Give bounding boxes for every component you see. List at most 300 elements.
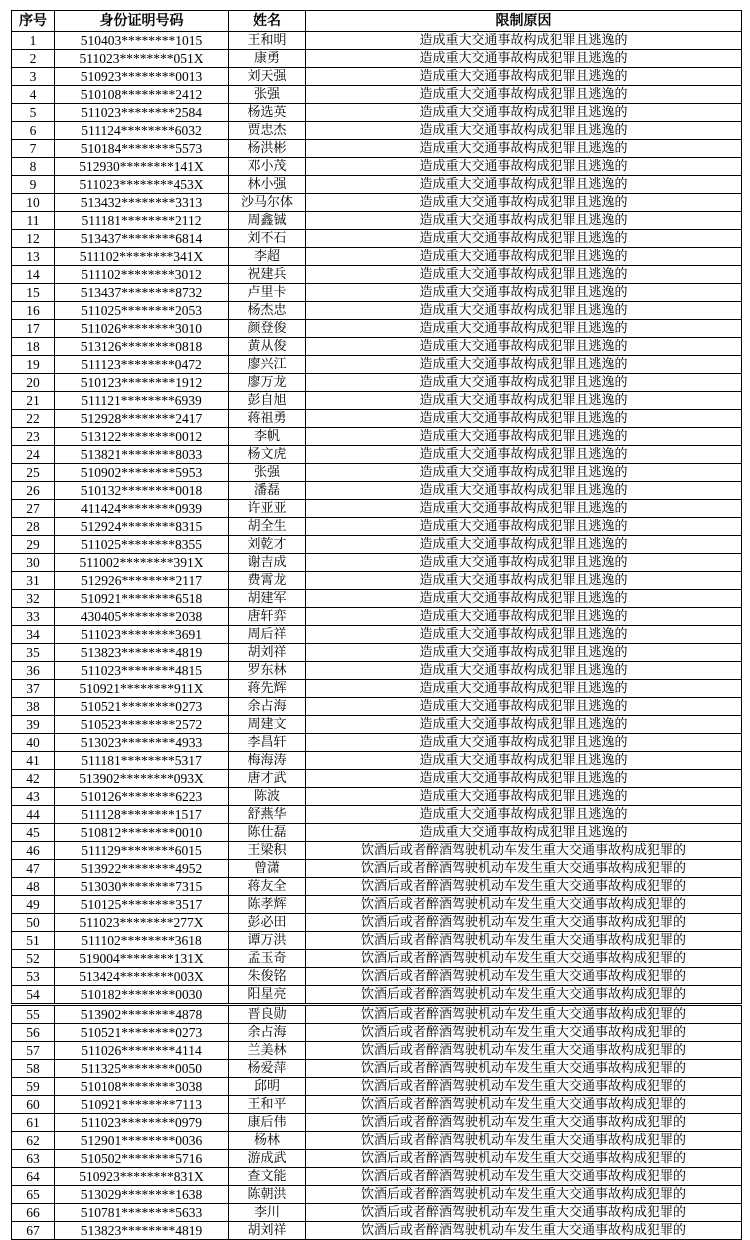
cell-no: 29 (12, 536, 55, 554)
cell-reason: 造成重大交通事故构成犯罪且逃逸的 (306, 50, 742, 68)
table-row (12, 662, 742, 680)
cell-reason: 造成重大交通事故构成犯罪且逃逸的 (306, 464, 742, 482)
cell-id: 511181********2112 (55, 212, 229, 230)
cell-id: 510502********5716 (55, 1150, 229, 1168)
table-row (12, 86, 742, 104)
cell-name: 谭万洪 (229, 932, 306, 950)
cell-id: 510108********2412 (55, 86, 229, 104)
cell-id: 512926********2117 (55, 572, 229, 590)
table-row (12, 1024, 742, 1042)
cell-no: 1 (12, 32, 55, 50)
cell-name: 颜登俊 (229, 320, 306, 338)
cell-no: 43 (12, 788, 55, 806)
table-row (12, 536, 742, 554)
cell-name: 曾潇 (229, 860, 306, 878)
table-row (12, 554, 742, 572)
cell-no: 10 (12, 194, 55, 212)
table-row (12, 824, 742, 842)
cell-name: 周后祥 (229, 626, 306, 644)
table-row (12, 806, 742, 824)
header-name: 姓名 (229, 11, 306, 32)
cell-name: 李帆 (229, 428, 306, 446)
cell-no: 13 (12, 248, 55, 266)
cell-name: 周鑫铖 (229, 212, 306, 230)
cell-id: 430405********2038 (55, 608, 229, 626)
cell-no: 49 (12, 896, 55, 914)
cell-name: 朱俊铭 (229, 968, 306, 986)
cell-id: 510812********0010 (55, 824, 229, 842)
table-row (12, 1114, 742, 1132)
cell-reason: 造成重大交通事故构成犯罪且逃逸的 (306, 572, 742, 590)
cell-reason: 造成重大交通事故构成犯罪且逃逸的 (306, 284, 742, 302)
cell-no: 3 (12, 68, 55, 86)
cell-no: 2 (12, 50, 55, 68)
cell-reason: 造成重大交通事故构成犯罪且逃逸的 (306, 428, 742, 446)
cell-name: 兰美林 (229, 1042, 306, 1060)
cell-reason: 造成重大交通事故构成犯罪且逃逸的 (306, 482, 742, 500)
table-row (12, 1168, 742, 1186)
cell-id: 511123********0472 (55, 356, 229, 374)
table-row (12, 950, 742, 968)
cell-id: 510923********831X (55, 1168, 229, 1186)
cell-reason: 饮酒后或者醉酒驾驶机动车发生重大交通事故构成犯罪的 (306, 1168, 742, 1186)
cell-id: 511325********0050 (55, 1060, 229, 1078)
table-body (12, 32, 742, 1004)
cell-name: 余占海 (229, 1024, 306, 1042)
table-row (12, 446, 742, 464)
cell-name: 罗东林 (229, 662, 306, 680)
cell-reason: 造成重大交通事故构成犯罪且逃逸的 (306, 266, 742, 284)
cell-reason: 造成重大交通事故构成犯罪且逃逸的 (306, 518, 742, 536)
cell-no: 28 (12, 518, 55, 536)
cell-name: 刘天强 (229, 68, 306, 86)
header-no: 序号 (12, 11, 55, 32)
cell-no: 15 (12, 284, 55, 302)
cell-name: 胡刘祥 (229, 1222, 306, 1240)
table-row (12, 68, 742, 86)
cell-reason: 饮酒后或者醉酒驾驶机动车发生重大交通事故构成犯罪的 (306, 896, 742, 914)
cell-id: 513030********7315 (55, 878, 229, 896)
cell-reason: 饮酒后或者醉酒驾驶机动车发生重大交通事故构成犯罪的 (306, 1060, 742, 1078)
cell-name: 胡刘祥 (229, 644, 306, 662)
cell-id: 510182********0030 (55, 986, 229, 1004)
cell-id: 511023********3691 (55, 626, 229, 644)
cell-reason: 造成重大交通事故构成犯罪且逃逸的 (306, 770, 742, 788)
cell-no: 23 (12, 428, 55, 446)
table-row (12, 752, 742, 770)
cell-reason: 造成重大交通事故构成犯罪且逃逸的 (306, 194, 742, 212)
cell-id: 511102********3012 (55, 266, 229, 284)
cell-reason: 造成重大交通事故构成犯罪且逃逸的 (306, 608, 742, 626)
cell-id: 513821********8033 (55, 446, 229, 464)
cell-no: 36 (12, 662, 55, 680)
cell-id: 512928********2417 (55, 410, 229, 428)
table-row (12, 122, 742, 140)
table-row (12, 248, 742, 266)
cell-reason: 造成重大交通事故构成犯罪且逃逸的 (306, 554, 742, 572)
cell-id: 512930********141X (55, 158, 229, 176)
header-reason: 限制原因 (306, 11, 742, 32)
cell-id: 513424********003X (55, 968, 229, 986)
cell-id: 510523********2572 (55, 716, 229, 734)
cell-name: 唐轩弈 (229, 608, 306, 626)
cell-no: 42 (12, 770, 55, 788)
cell-no: 46 (12, 842, 55, 860)
cell-id: 510921********6518 (55, 590, 229, 608)
cell-name: 许亚亚 (229, 500, 306, 518)
cell-id: 511023********277X (55, 914, 229, 932)
table-row (12, 1042, 742, 1060)
cell-name: 胡全生 (229, 518, 306, 536)
table-row (12, 266, 742, 284)
table-row (12, 320, 742, 338)
cell-reason: 饮酒后或者醉酒驾驶机动车发生重大交通事故构成犯罪的 (306, 1150, 742, 1168)
cell-no: 9 (12, 176, 55, 194)
cell-reason: 造成重大交通事故构成犯罪且逃逸的 (306, 86, 742, 104)
cell-no: 53 (12, 968, 55, 986)
cell-id: 510126********6223 (55, 788, 229, 806)
cell-no: 39 (12, 716, 55, 734)
cell-reason: 造成重大交通事故构成犯罪且逃逸的 (306, 716, 742, 734)
cell-id: 513823********4819 (55, 1222, 229, 1240)
cell-no: 33 (12, 608, 55, 626)
cell-reason: 造成重大交通事故构成犯罪且逃逸的 (306, 734, 742, 752)
cell-id: 511124********6032 (55, 122, 229, 140)
cell-reason: 造成重大交通事故构成犯罪且逃逸的 (306, 356, 742, 374)
cell-name: 周建文 (229, 716, 306, 734)
cell-name: 杨林 (229, 1132, 306, 1150)
cell-id: 511102********341X (55, 248, 229, 266)
cell-id: 510108********3038 (55, 1078, 229, 1096)
cell-no: 60 (12, 1096, 55, 1114)
cell-no: 5 (12, 104, 55, 122)
table-row (12, 212, 742, 230)
cell-no: 24 (12, 446, 55, 464)
cell-name: 费霄龙 (229, 572, 306, 590)
cell-name: 梅海涛 (229, 752, 306, 770)
cell-no: 14 (12, 266, 55, 284)
cell-reason: 饮酒后或者醉酒驾驶机动车发生重大交通事故构成犯罪的 (306, 842, 742, 860)
cell-no: 31 (12, 572, 55, 590)
cell-reason: 造成重大交通事故构成犯罪且逃逸的 (306, 140, 742, 158)
cell-no: 66 (12, 1204, 55, 1222)
cell-no: 6 (12, 122, 55, 140)
table-row (12, 572, 742, 590)
cell-name: 王梁积 (229, 842, 306, 860)
cell-id: 510923********0013 (55, 68, 229, 86)
cell-reason: 造成重大交通事故构成犯罪且逃逸的 (306, 392, 742, 410)
cell-no: 41 (12, 752, 55, 770)
table-row (12, 626, 742, 644)
cell-reason: 饮酒后或者醉酒驾驶机动车发生重大交通事故构成犯罪的 (306, 1132, 742, 1150)
cell-reason: 造成重大交通事故构成犯罪且逃逸的 (306, 698, 742, 716)
table-row (12, 500, 742, 518)
cell-id: 510132********0018 (55, 482, 229, 500)
table-row (12, 338, 742, 356)
cell-name: 林小强 (229, 176, 306, 194)
cell-reason: 饮酒后或者醉酒驾驶机动车发生重大交通事故构成犯罪的 (306, 932, 742, 950)
cell-id: 519004********131X (55, 950, 229, 968)
cell-id: 511025********2053 (55, 302, 229, 320)
cell-name: 陈仕磊 (229, 824, 306, 842)
table-row (12, 356, 742, 374)
cell-no: 22 (12, 410, 55, 428)
cell-name: 张强 (229, 86, 306, 104)
cell-id: 512924********8315 (55, 518, 229, 536)
table-row (12, 1096, 742, 1114)
cell-no: 20 (12, 374, 55, 392)
cell-id: 511023********2584 (55, 104, 229, 122)
cell-no: 58 (12, 1060, 55, 1078)
table-row (12, 842, 742, 860)
table-row (12, 194, 742, 212)
cell-name: 胡建军 (229, 590, 306, 608)
cell-id: 510781********5633 (55, 1204, 229, 1222)
cell-reason: 饮酒后或者醉酒驾驶机动车发生重大交通事故构成犯罪的 (306, 986, 742, 1004)
cell-name: 杨文虎 (229, 446, 306, 464)
table-row (12, 518, 742, 536)
cell-name: 余占海 (229, 698, 306, 716)
table-row (12, 590, 742, 608)
cell-reason: 造成重大交通事故构成犯罪且逃逸的 (306, 788, 742, 806)
cell-id: 511129********6015 (55, 842, 229, 860)
cell-no: 64 (12, 1168, 55, 1186)
cell-name: 蒋祖勇 (229, 410, 306, 428)
cell-no: 62 (12, 1132, 55, 1150)
cell-no: 7 (12, 140, 55, 158)
cell-id: 411424********0939 (55, 500, 229, 518)
cell-id: 513902********4878 (55, 1006, 229, 1024)
cell-id: 511121********6939 (55, 392, 229, 410)
cell-id: 510921********7113 (55, 1096, 229, 1114)
cell-id: 511181********5317 (55, 752, 229, 770)
cell-name: 张强 (229, 464, 306, 482)
cell-name: 谢吉成 (229, 554, 306, 572)
cell-no: 19 (12, 356, 55, 374)
cell-id: 510403********1015 (55, 32, 229, 50)
cell-id: 510521********0273 (55, 698, 229, 716)
table-row (12, 50, 742, 68)
cell-reason: 造成重大交通事故构成犯罪且逃逸的 (306, 662, 742, 680)
table-row (12, 914, 742, 932)
table-row (12, 374, 742, 392)
cell-id: 511023********051X (55, 50, 229, 68)
cell-id: 510184********5573 (55, 140, 229, 158)
cell-id: 513122********0012 (55, 428, 229, 446)
cell-no: 4 (12, 86, 55, 104)
cell-id: 513902********093X (55, 770, 229, 788)
cell-no: 16 (12, 302, 55, 320)
cell-reason: 造成重大交通事故构成犯罪且逃逸的 (306, 500, 742, 518)
cell-reason: 饮酒后或者醉酒驾驶机动车发生重大交通事故构成犯罪的 (306, 860, 742, 878)
cell-id: 510123********1912 (55, 374, 229, 392)
cell-reason: 饮酒后或者醉酒驾驶机动车发生重大交通事故构成犯罪的 (306, 1024, 742, 1042)
table-row (12, 896, 742, 914)
cell-no: 8 (12, 158, 55, 176)
table-row (12, 734, 742, 752)
cell-reason: 饮酒后或者醉酒驾驶机动车发生重大交通事故构成犯罪的 (306, 1114, 742, 1132)
table-row (12, 1006, 742, 1024)
header-id: 身份证明号码 (55, 11, 229, 32)
cell-no: 32 (12, 590, 55, 608)
cell-no: 37 (12, 680, 55, 698)
cell-name: 蒋友全 (229, 878, 306, 896)
table-row (12, 788, 742, 806)
cell-reason: 造成重大交通事故构成犯罪且逃逸的 (306, 320, 742, 338)
cell-name: 杨爱萍 (229, 1060, 306, 1078)
cell-reason: 造成重大交通事故构成犯罪且逃逸的 (306, 176, 742, 194)
cell-name: 王和明 (229, 32, 306, 50)
cell-no: 51 (12, 932, 55, 950)
cell-reason: 造成重大交通事故构成犯罪且逃逸的 (306, 248, 742, 266)
cell-name: 刘不石 (229, 230, 306, 248)
cell-id: 513922********4952 (55, 860, 229, 878)
table-row (12, 428, 742, 446)
cell-reason: 造成重大交通事故构成犯罪且逃逸的 (306, 338, 742, 356)
cell-reason: 饮酒后或者醉酒驾驶机动车发生重大交通事故构成犯罪的 (306, 1078, 742, 1096)
cell-reason: 造成重大交通事故构成犯罪且逃逸的 (306, 302, 742, 320)
table-header-row (12, 11, 742, 32)
cell-name: 唐才武 (229, 770, 306, 788)
table-row (12, 878, 742, 896)
cell-name: 黄从俊 (229, 338, 306, 356)
cell-no: 48 (12, 878, 55, 896)
table-row (12, 1222, 742, 1240)
table-row (12, 1204, 742, 1222)
cell-reason: 造成重大交通事故构成犯罪且逃逸的 (306, 824, 742, 842)
cell-name: 李川 (229, 1204, 306, 1222)
table-row (12, 1186, 742, 1204)
table-row (12, 230, 742, 248)
table-row (12, 284, 742, 302)
cell-reason: 造成重大交通事故构成犯罪且逃逸的 (306, 626, 742, 644)
cell-name: 邱明 (229, 1078, 306, 1096)
table-row (12, 140, 742, 158)
cell-no: 12 (12, 230, 55, 248)
cell-reason: 造成重大交通事故构成犯罪且逃逸的 (306, 374, 742, 392)
cell-id: 511023********0979 (55, 1114, 229, 1132)
cell-reason: 造成重大交通事故构成犯罪且逃逸的 (306, 104, 742, 122)
cell-id: 513437********6814 (55, 230, 229, 248)
cell-name: 王和平 (229, 1096, 306, 1114)
cell-reason: 饮酒后或者醉酒驾驶机动车发生重大交通事故构成犯罪的 (306, 878, 742, 896)
cell-no: 38 (12, 698, 55, 716)
cell-reason: 造成重大交通事故构成犯罪且逃逸的 (306, 158, 742, 176)
cell-name: 潘磊 (229, 482, 306, 500)
table-row (12, 680, 742, 698)
table-row (12, 1078, 742, 1096)
cell-no: 52 (12, 950, 55, 968)
cell-name: 廖万龙 (229, 374, 306, 392)
cell-name: 康后伟 (229, 1114, 306, 1132)
cell-no: 55 (12, 1006, 55, 1024)
cell-name: 游成武 (229, 1150, 306, 1168)
table-row (12, 104, 742, 122)
cell-id: 510125********3517 (55, 896, 229, 914)
cell-name: 杨选英 (229, 104, 306, 122)
cell-no: 47 (12, 860, 55, 878)
cell-no: 59 (12, 1078, 55, 1096)
cell-no: 54 (12, 986, 55, 1004)
cell-no: 63 (12, 1150, 55, 1168)
table-row (12, 158, 742, 176)
cell-reason: 饮酒后或者醉酒驾驶机动车发生重大交通事故构成犯罪的 (306, 950, 742, 968)
cell-name: 蒋先辉 (229, 680, 306, 698)
table-row (12, 770, 742, 788)
cell-id: 510521********0273 (55, 1024, 229, 1042)
cell-id: 511023********453X (55, 176, 229, 194)
table-row (12, 32, 742, 50)
table-row (12, 392, 742, 410)
cell-reason: 饮酒后或者醉酒驾驶机动车发生重大交通事故构成犯罪的 (306, 1096, 742, 1114)
cell-no: 67 (12, 1222, 55, 1240)
cell-reason: 饮酒后或者醉酒驾驶机动车发生重大交通事故构成犯罪的 (306, 914, 742, 932)
cell-id: 512901********0036 (55, 1132, 229, 1150)
cell-name: 李昌轩 (229, 734, 306, 752)
cell-reason: 饮酒后或者醉酒驾驶机动车发生重大交通事故构成犯罪的 (306, 1006, 742, 1024)
cell-name: 彭自旭 (229, 392, 306, 410)
cell-id: 513023********4933 (55, 734, 229, 752)
cell-no: 18 (12, 338, 55, 356)
table-row (12, 1132, 742, 1150)
cell-no: 45 (12, 824, 55, 842)
cell-id: 510921********911X (55, 680, 229, 698)
cell-id: 513029********1638 (55, 1186, 229, 1204)
cell-name: 陈波 (229, 788, 306, 806)
cell-id: 511025********8355 (55, 536, 229, 554)
table-body-continued (12, 1006, 742, 1240)
cell-no: 27 (12, 500, 55, 518)
restriction-table-continued (11, 1005, 742, 1240)
cell-no: 17 (12, 320, 55, 338)
cell-name: 陈朝洪 (229, 1186, 306, 1204)
table-row (12, 716, 742, 734)
cell-reason: 造成重大交通事故构成犯罪且逃逸的 (306, 536, 742, 554)
cell-no: 26 (12, 482, 55, 500)
cell-no: 61 (12, 1114, 55, 1132)
cell-name: 沙马尔体 (229, 194, 306, 212)
table-row (12, 986, 742, 1004)
cell-reason: 造成重大交通事故构成犯罪且逃逸的 (306, 752, 742, 770)
cell-name: 刘乾才 (229, 536, 306, 554)
table-row (12, 1060, 742, 1078)
cell-name: 李超 (229, 248, 306, 266)
cell-reason: 造成重大交通事故构成犯罪且逃逸的 (306, 410, 742, 428)
cell-name: 祝建兵 (229, 266, 306, 284)
cell-no: 35 (12, 644, 55, 662)
cell-reason: 饮酒后或者醉酒驾驶机动车发生重大交通事故构成犯罪的 (306, 968, 742, 986)
cell-reason: 造成重大交通事故构成犯罪且逃逸的 (306, 806, 742, 824)
cell-reason: 造成重大交通事故构成犯罪且逃逸的 (306, 644, 742, 662)
table-row (12, 410, 742, 428)
cell-name: 查文能 (229, 1168, 306, 1186)
table-row (12, 482, 742, 500)
table-row (12, 644, 742, 662)
cell-name: 廖兴江 (229, 356, 306, 374)
cell-name: 贾忠杰 (229, 122, 306, 140)
table-row (12, 176, 742, 194)
cell-reason: 造成重大交通事故构成犯罪且逃逸的 (306, 446, 742, 464)
cell-id: 511002********391X (55, 554, 229, 572)
table-row (12, 932, 742, 950)
cell-no: 21 (12, 392, 55, 410)
cell-no: 56 (12, 1024, 55, 1042)
cell-reason: 造成重大交通事故构成犯罪且逃逸的 (306, 590, 742, 608)
cell-reason: 造成重大交通事故构成犯罪且逃逸的 (306, 122, 742, 140)
cell-name: 晋良勋 (229, 1006, 306, 1024)
cell-reason: 造成重大交通事故构成犯罪且逃逸的 (306, 32, 742, 50)
cell-no: 30 (12, 554, 55, 572)
